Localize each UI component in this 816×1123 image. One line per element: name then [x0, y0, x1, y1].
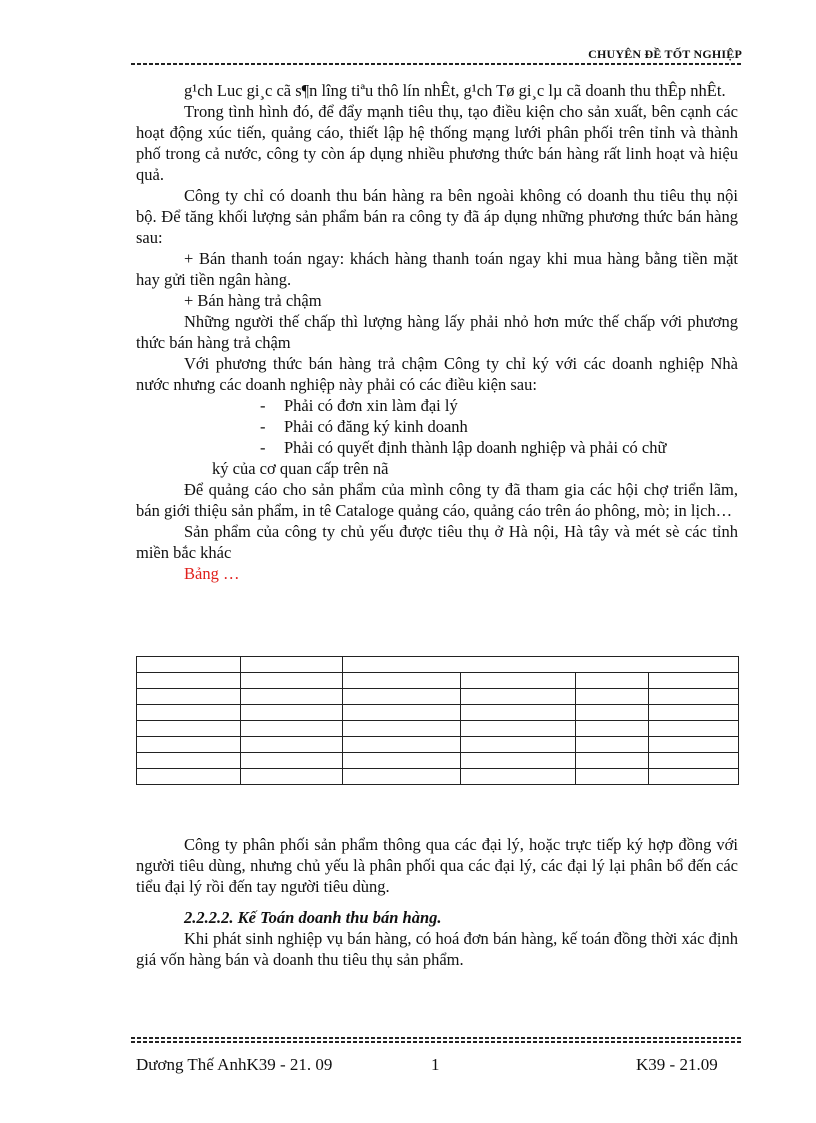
paragraph: Trong tình hình đó, để đẩy mạnh tiêu thụ, tạo điều kiện cho sản xuất, bên cạnh các hoạt động xúc tiến, quảng cáo, thiết lập hệ thống mạng lưới phân phối trên tỉnh và thành phố trong cả nước, công ty còn áp dụng nhiều phương thức bán hàng rất linh hoạt và hiệu quả. [136, 102, 738, 184]
bullet-item: - Phải có đơn xin làm đại lý [260, 396, 458, 415]
document-body-lower [136, 834, 738, 970]
bullet-item: - Phải có đăng ký kinh doanh [260, 417, 468, 436]
footer-page-number: 1 [431, 1055, 440, 1074]
table-row [137, 769, 739, 785]
paragraph: Công ty chỉ có doanh thu bán hàng ra bên ngoài không có doanh thu tiêu thụ nội bộ. Để tăng khối lượng sản phẩm bán ra công ty đã áp dụng những phương thức bán hàng sau: [136, 186, 738, 247]
table-row [137, 689, 739, 705]
paragraph: Công ty phân phối sản phẩm thông qua các đại lý, hoặc trực tiếp ký hợp đồng với người tiêu dùng, nhưng chủ yếu là phân phối qua các đại lý, các đại lý lại phân bổ đến các tiểu đại lý rồi đến tay người tiêu dùng. [136, 835, 738, 896]
paragraph: + Bán thanh toán ngay: khách hàng thanh toán ngay khi mua hàng bằng tiền mặt hay gửi tiền ngân hàng. [136, 249, 738, 289]
paragraph: Với phương thức bán hàng trả chậm Công ty chỉ ký với các doanh nghiệp Nhà nước nhưng các doanh nghiệp này phải có các điều kiện sau: [136, 354, 738, 394]
document-body [136, 80, 738, 584]
header-title: CHUYÊN ĐỀ TỐT NGHIỆP [588, 47, 742, 61]
table-caption: Bảng … [184, 564, 240, 583]
table-row [137, 657, 739, 673]
header-divider [131, 63, 742, 65]
section-heading: 2.2.2.2. Kế Toán doanh thu bán hàng. [184, 908, 442, 927]
paragraph: Khi phát sinh nghiệp vụ bán hàng, có hoá đơn bán hàng, kế toán đồng thời xác định giá vốn hàng bán và doanh thu tiêu thụ sản phẩm. [136, 929, 738, 969]
paragraph: g¹ch Luc gi¸c cã s¶n lîng tiªu thô lín nhÊt, g¹ch Tø gi¸c lµ cã doanh thu thÊp nhÊt. [184, 81, 726, 100]
paragraph: Sản phẩm của công ty chủ yếu được tiêu thụ ở Hà nội, Hà tây và mét sè các tỉnh miền bắc khác [136, 522, 738, 562]
table-row [137, 673, 739, 689]
paragraph: Những người thế chấp thì lượng hàng lấy phải nhỏ hơn mức thế chấp với phương thức bán hàng trả chậm [136, 312, 738, 352]
table-row [137, 753, 739, 769]
paragraph: Để quảng cáo cho sản phẩm của mình công ty đã tham gia các hội chợ triển lãm, bán giới thiệu sản phẩm, in tê Cataloge quảng cáo, quảng cáo trên áo phông, mò; in lịch… [136, 480, 738, 520]
bullet-item: - Phải có quyết định thành lập doanh nghiệp và phải có chữ [260, 438, 667, 457]
footer-author: Dương Thế AnhK39 - 21. 09 [136, 1055, 333, 1074]
empty-table [136, 656, 739, 785]
footer-divider [131, 1037, 742, 1039]
paragraph: + Bán hàng trả chậm [184, 291, 322, 310]
footer-code: K39 - 21.09 [636, 1055, 718, 1074]
bullet-continuation: ký của cơ quan cấp trên nã [212, 459, 389, 478]
table-row [137, 721, 739, 737]
footer-divider [131, 1041, 742, 1043]
table-row [137, 737, 739, 753]
table-row [137, 705, 739, 721]
